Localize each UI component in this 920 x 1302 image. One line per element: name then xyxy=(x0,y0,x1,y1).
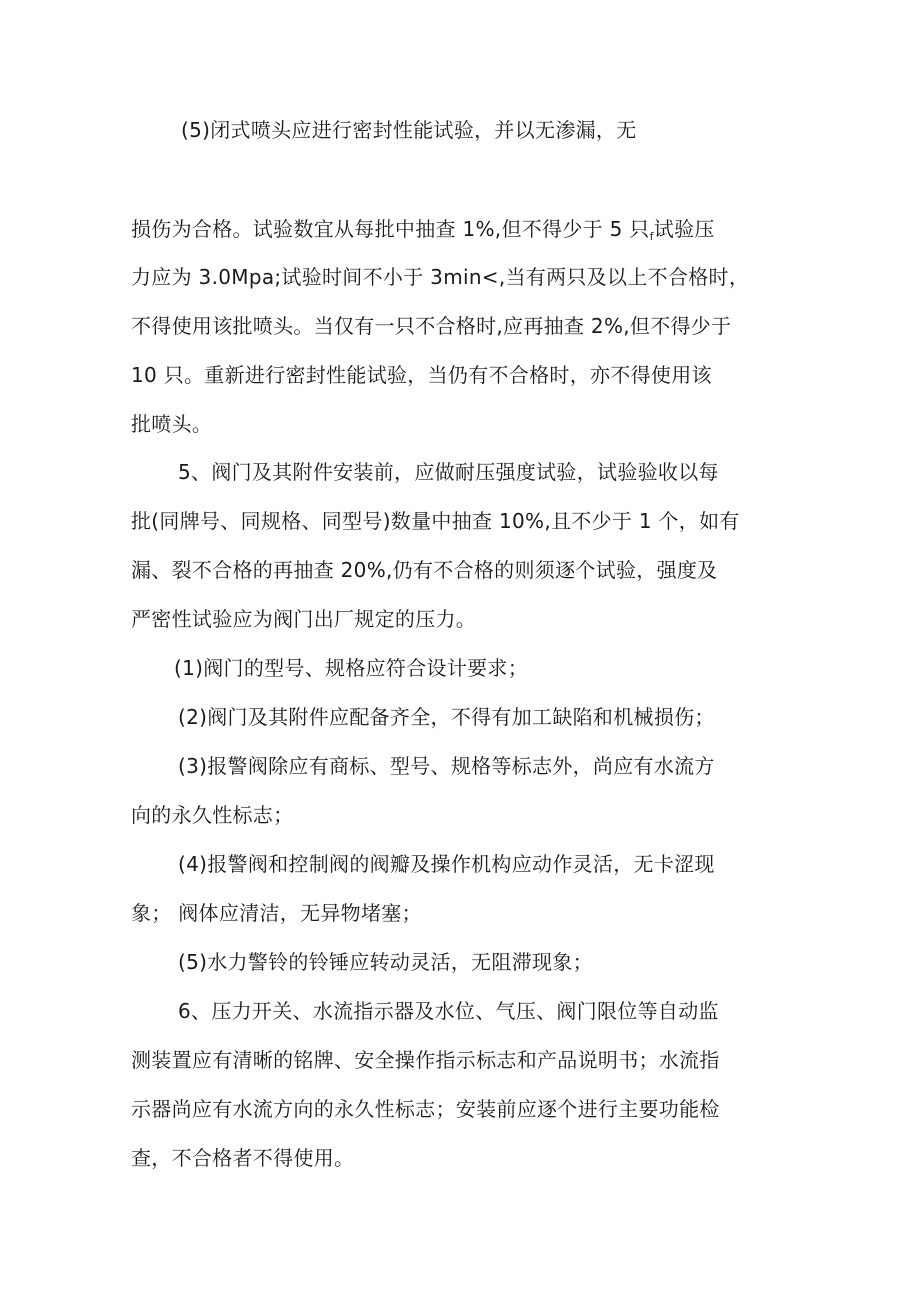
text-line: (2)阀门及其附件应配备齐全，不得有加工缺陷和机械损伤； xyxy=(178,705,715,729)
text-line: 力应为 3.0Mpa;试验时间不小于 3min<,当有两只及以上不合格时， xyxy=(131,265,750,289)
text-line: (5)水力警铃的铃锤应转动灵活，无阻滞现象； xyxy=(178,950,593,974)
text-line: 6、压力开关、水流指示器及水位、气压、阀门限位等自动监 xyxy=(178,999,719,1023)
text-line: 批(同牌号、同规格、同型号)数量中抽查 10%,且不少于 1 个，如有 xyxy=(131,509,740,533)
text-line: 象； 阀体应清洁，无异物堵塞； xyxy=(131,901,422,925)
text-line: 损伤为合格。试验数宜从每批中抽查 1%,但不得少于 5 只$_f$试验压 xyxy=(131,217,715,243)
text-line: 示器尚应有水流方向的永久性标志；安装前应逐个进行主要功能检 xyxy=(131,1097,720,1121)
subscript-mark: f xyxy=(649,230,654,243)
text-line: 5、阀门及其附件安装前，应做耐压强度试验，试验验收以每 xyxy=(178,460,719,484)
text-line: 严密性试验应为阀门出厂规定的压力。 xyxy=(131,607,477,631)
text-line: 漏、裂不合格的再抽查 20%,仍有不合格的则须逐个试验，强度及 xyxy=(131,558,718,582)
text-line: 向的永久性标志； xyxy=(131,803,294,827)
text-line: 查，不合格者不得使用。 xyxy=(131,1146,355,1170)
text-line: 10 只。重新进行密封性能试验，当仍有不合格时，亦不得使用该 xyxy=(131,363,712,387)
text-line: (5)闭式喷头应进行密封性能试验，并以无渗漏，无 xyxy=(181,118,637,142)
text-line: 不得使用该批喷头。当仅有一只不合格时,应再抽查 2%,但不得少于 xyxy=(131,314,732,338)
text-line: (1)阀门的型号、规格应符合设计要求； xyxy=(174,656,529,680)
text-line: (3)报警阀除应有商标、型号、规格等标志外，尚应有水流方 xyxy=(178,754,715,778)
text-line: 批喷头。 xyxy=(131,412,213,436)
text-line: 测装置应有清晰的铭牌、安全操作指示标志和产品说明书；水流指 xyxy=(131,1048,720,1072)
text-line: (4)报警阀和控制阀的阀瓣及操作机构应动作灵活，无卡涩现 xyxy=(178,852,715,876)
